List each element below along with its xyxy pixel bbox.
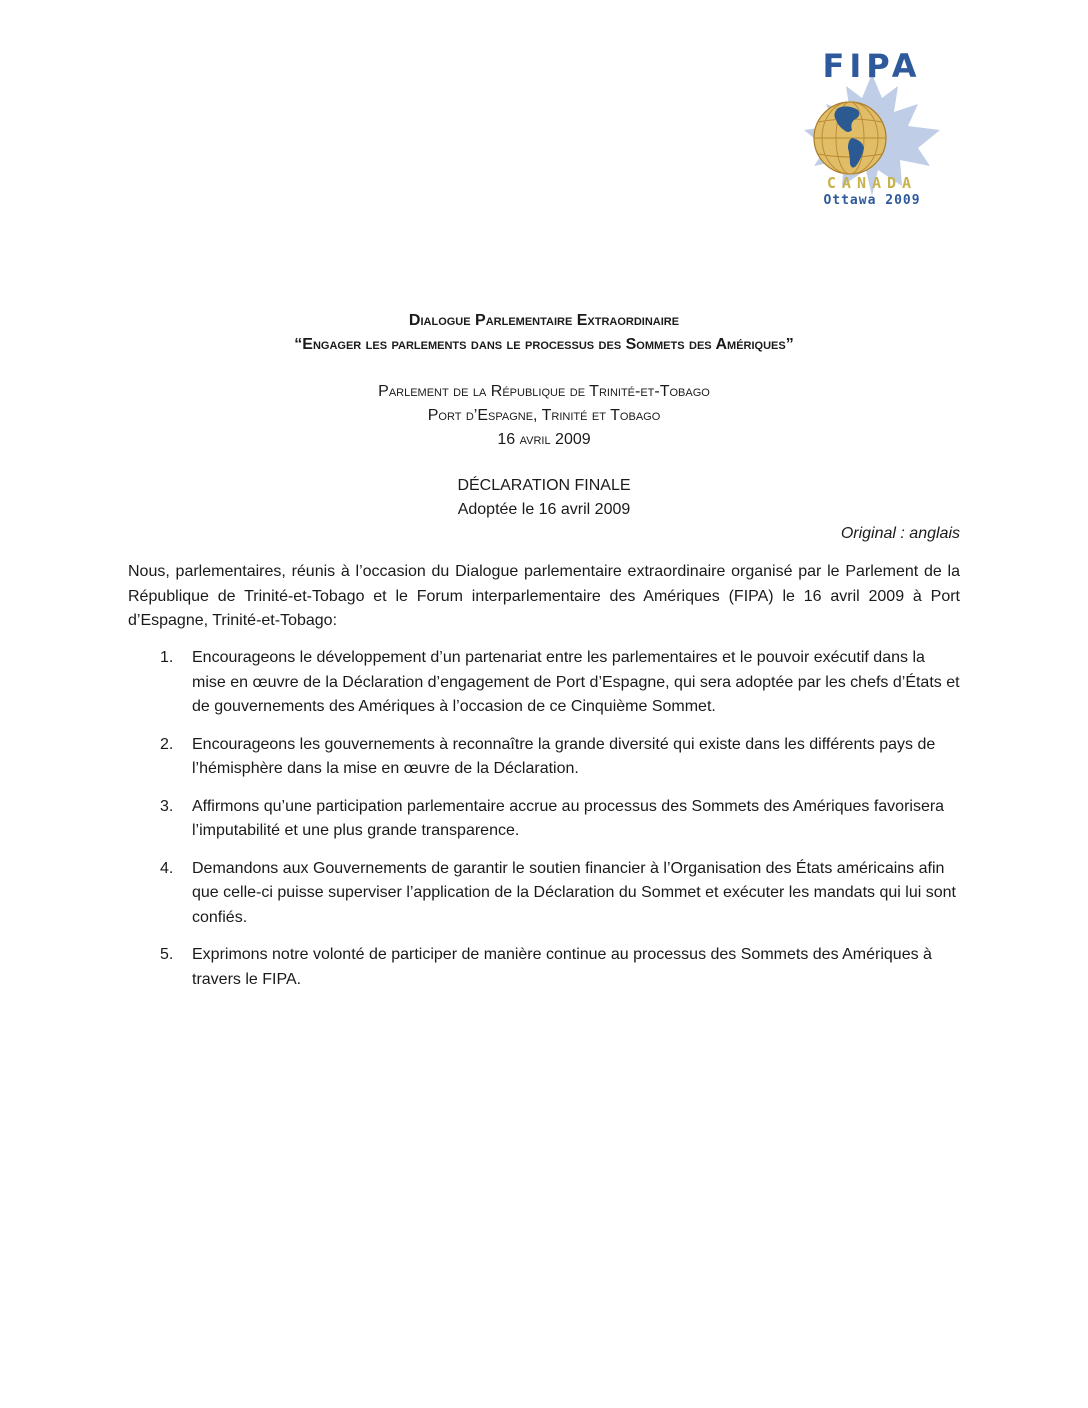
declaration-item — [128, 943, 960, 992]
declaration-items — [128, 646, 960, 1005]
dialogue-title: Dialogue Parlementaire Extraordinaire — [408, 312, 680, 329]
item-text: Demandons aux Gouvernements de garantir le soutien financier à l’Organisation des États américains afin que celle-ci puisse superviser l’application de la Déclaration du Sommet et exécuter les mandats qui lui sont confiés. — [192, 859, 956, 926]
event-date — [0, 428, 1088, 452]
declaration-item — [128, 795, 960, 844]
dialogue-subtitle: “Engager les parlements dans le processus des Sommets des Amériques” — [294, 336, 794, 353]
event-date-day: 16 — [497, 431, 516, 448]
globe-icon — [814, 102, 886, 174]
declaration-adopted: Adoptée le 16 avril 2009 — [457, 501, 631, 518]
item-number: 4. — [160, 859, 174, 877]
item-number: 5. — [160, 946, 174, 963]
item-text: Exprimons notre volonté de participer de manière continue au processus des Sommets des Amériques à travers le FIPA. — [192, 946, 932, 988]
item-text: Encourageons les gouvernements à reconnaître la grande diversité qui existe dans les différents pays de l’hémisphère dans la mise en œuvre de la Déclaration. — [192, 735, 936, 777]
declaration-item — [128, 646, 960, 720]
item-number: 3. — [160, 797, 174, 815]
declaration-header — [0, 474, 1088, 522]
fipa-logo — [768, 46, 976, 222]
venue-parliament: Parlement de la République de Trinité-et-Tobago — [378, 383, 710, 400]
item-text: Affirmons qu’une participation parlementaire accrue au processus des Sommets des Amériques favorisera l’imputabilité et une plus grande transparence. — [192, 797, 945, 839]
dialogue-header — [0, 309, 1088, 357]
original-language-note: Original : anglais — [840, 525, 960, 542]
logo-country: CANADA — [826, 174, 918, 192]
event-date-year: 2009 — [555, 431, 591, 448]
item-number: 2. — [160, 735, 174, 753]
declaration-title: DÉCLARATION FINALE — [457, 477, 631, 494]
item-text: Encourageons le développement d’un partenariat entre les parlementaires et le pouvoir exécutif dans la mise en œuvre de la Déclaration d’engagement de Port d’Espagne, qui sera adoptée par les chefs d’États et de gouvernements des Amériques à l’occasion de ce Cinquième Sommet. — [192, 649, 960, 715]
declaration-item — [128, 733, 960, 782]
item-number: 1. — [160, 649, 174, 666]
fipa-logo-graphic — [768, 46, 976, 222]
logo-event: Ottawa 2009 — [823, 193, 921, 208]
venue-block — [0, 380, 1088, 452]
declaration-item — [128, 857, 960, 931]
event-date-month: avril — [519, 431, 551, 448]
intro-paragraph: Nous, parlementaires, réunis à l’occasion du Dialogue parlementaire extraordinaire organisé par le Parlement de la République de Trinité-et-Tobago et le Forum interparlementaire des Amériques (FIPA) le 16 avril 2009 à Port d’Espagne, Trinité-et-Tobago: — [128, 563, 960, 629]
venue-location: Port d’Espagne, Trinité et Tobago — [427, 407, 661, 424]
logo-wordmark: FIPA — [822, 47, 922, 85]
